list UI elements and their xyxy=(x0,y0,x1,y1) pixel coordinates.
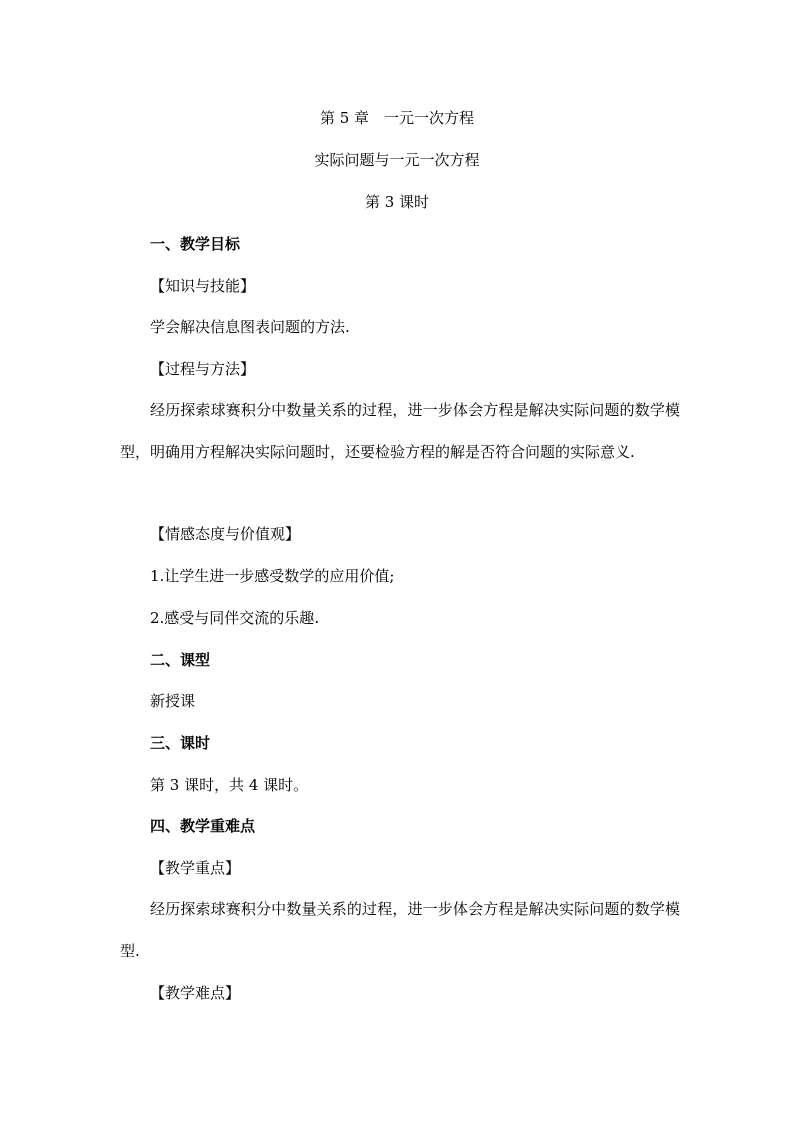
text-lesson-hours: 第 3 课时，共 4 课时。 xyxy=(150,776,309,794)
text-key-points: 经历探索球赛积分中数量关系的过程，进一步体会方程是解决实际问题的数学模型. xyxy=(120,900,680,960)
label-key-points: 【教学重点】 xyxy=(150,859,241,877)
text-knowledge-skills: 学会解决信息图表问题的方法. xyxy=(150,318,350,336)
chapter-title: 第 5 章 一元一次方程 xyxy=(319,109,475,127)
text-process-methods: 经历探索球赛积分中数量关系的过程，进一步体会方程是解决实际问题的数学模型，明确用方程解决实际问题时，还要检验方程的解是否符合问题的实际意义. xyxy=(120,401,680,461)
heading-lesson-hours: 三、课时 xyxy=(150,734,211,752)
emotion-item-2: 2.感受与同伴交流的乐趣. xyxy=(150,609,320,627)
heading-teaching-goals: 一、教学目标 xyxy=(150,235,241,253)
lesson-title: 第 3 课时 xyxy=(364,193,430,211)
emotion-item-1: 1.让学生进一步感受数学的应用价值; xyxy=(150,567,395,585)
section-title: 实际问题与一元一次方程 xyxy=(314,151,480,169)
text-lesson-type: 新授课 xyxy=(150,692,196,710)
label-process-methods: 【过程与方法】 xyxy=(150,360,256,378)
heading-key-difficult-points: 四、教学重难点 xyxy=(150,817,256,835)
heading-lesson-type: 二、课型 xyxy=(150,651,211,669)
label-emotion-values: 【情感态度与价值观】 xyxy=(150,525,301,543)
label-knowledge-skills: 【知识与技能】 xyxy=(150,277,256,295)
label-difficult-points: 【教学难点】 xyxy=(150,984,241,1002)
